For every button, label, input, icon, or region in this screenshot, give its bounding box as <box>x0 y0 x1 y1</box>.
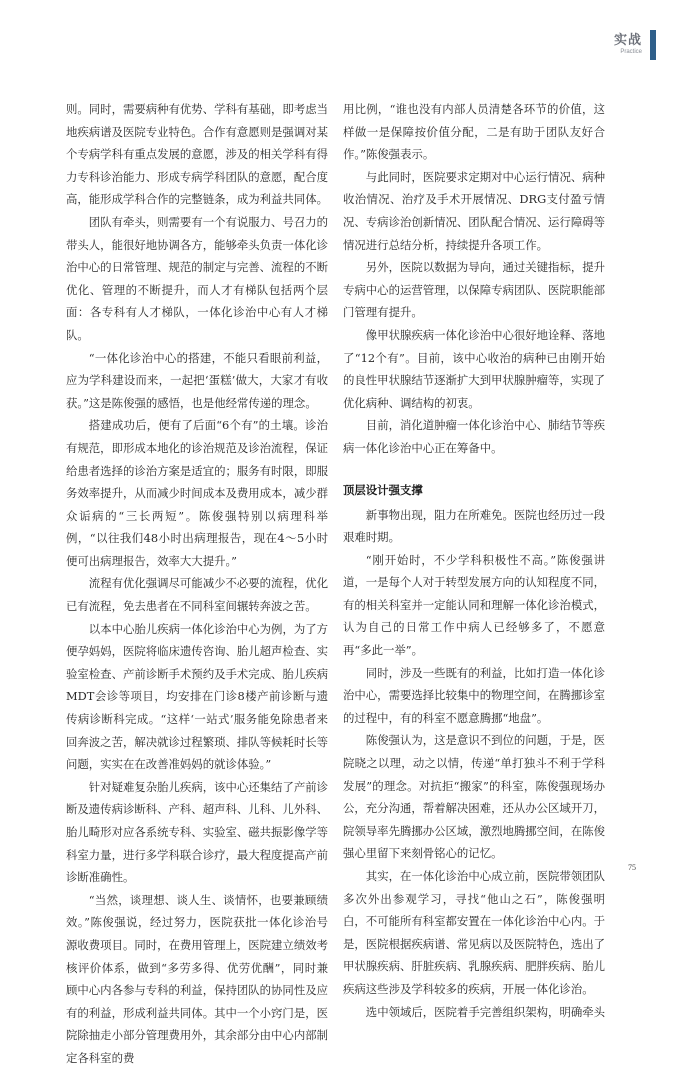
page-number: 75 <box>628 863 636 872</box>
left-column <box>66 98 328 1070</box>
paragraph: “一体化诊治中心的搭建，不能只看眼前利益，应为学科建设而来，一起把‘蛋糕’做大，大家才有收获。”这是陈俊强的感悟，也是他经常传递的理念。 <box>66 350 328 410</box>
logo-accent-bar <box>650 30 656 60</box>
paragraph: 针对疑难复杂胎儿疾病，该中心还集结了产前诊断及遗传病诊断科、产科、超声科、儿科、儿外科、胎儿畸形对应各系统专科、实验室、磁共振影像学等科室力量，进行多学科联合诊疗，最大程度提高产前诊断准确性。 <box>66 779 329 885</box>
paragraph: 陈俊强认为，这是意识不到位的问题，于是，医院晓之以理，动之以情，传递“单打独斗不利于学科发展”的理念。对抗拒“搬家”的科室，陈俊强现场办公，充分沟通，帮着解决困难，还从办公区域开刀，院领导率先腾挪办公区域，激烈地腾挪空间，在陈俊强心里留下来刻骨铭心的记忆。 <box>343 733 606 861</box>
paragraph: “刚开始时，不少学科积极性不高。”陈俊强讲道，一是每个人对于转型发展方向的认知程度不同，有的相关科室并一定能认同和理解一体化诊治模式，认为自己的日常工作中病人已经够多了，不愿意再“多此一举”。 <box>343 552 605 658</box>
paragraph: 选中领域后，医院着手完善组织架构，明确牵头 <box>365 1004 606 1019</box>
paragraph: 流程有优化强调尽可能减少不必要的流程，优化已有流程，免去患者在不同科室间辗转奔波之苦。 <box>66 576 329 614</box>
paragraph: 以本中心胎儿疾病一体化诊治中心为例，为了方便孕妈妈，医院将临床遗传咨询、胎儿超声检查、实验室检查、产前诊断手术预约及手术完成、胎儿疾病MDT会诊等项目，均安排在门诊8楼产前诊断与遗传病诊断科完成。“这样‘一站式’服务能免除患者来回奔波之苦，解决就诊过程繁琐、排队等候耗时长等问题，实实在在改善准妈妈的就诊体验。” <box>66 621 329 772</box>
section-heading: 顶层设计强支撑 <box>343 482 423 497</box>
paragraph: “当然，谈理想、谈人生、谈情怀，也要兼顾绩效。”陈俊强说，经过努力，医院获批一体化诊治号源收费项目。同时，在费用管理上，医院建立绩效考核评价体系，做到“多劳多得、优劳优酬”，同时兼顾中心内各参与专科的利益，保持团队的协同性及应有的利益，形成利益共同体。其中一个小窍门是，医院除抽走小部分管理费用外，其余部分由中心内部制定各科室的费 <box>66 892 328 1065</box>
section-logo <box>614 34 642 55</box>
paragraph: 同时，涉及一些既有的利益，比如打造一体化诊治中心，需要选择比较集中的物理空间，在腾挪诊室的过程中，有的科室不愿意腾挪“地盘”。 <box>343 665 606 725</box>
paragraph: 新事物出现，阻力在所难免。医院也经历过一段艰难时期。 <box>343 507 606 545</box>
right-column <box>343 98 605 1023</box>
paragraph: 另外，医院以数据为导向，通过关键指标，提升专病中心的运营管理，以保障专病团队、医院职能部门管理有提升。 <box>343 260 606 320</box>
paragraph: 与此同时，医院要求定期对中心运行情况、病种收治情况、治疗及手术开展情况、DRG支付盈亏情况、专病诊治创新情况、团队配合情况、运行障碍等情况进行总结分析，持续提升各项工作。 <box>343 169 606 252</box>
paragraph: 像甲状腺疾病一体化诊治中心很好地诠释、落地了“12个有”。目前，该中心收治的病种已由刚开始的良性甲状腺结节逐渐扩大到甲状腺肿瘤等，实现了优化病种、调结构的初衷。 <box>343 327 606 410</box>
paragraph: 则。同时，需要病种有优势、学科有基础，即考虑当地疾病谱及医院专业特色。合作有意愿则是强调对某个专病学科有重点发展的意愿，涉及的相关学科有得力专科诊治能力、形成专病学科团队的意愿，配合度高，能形成学科合作的完整链条，成为利益共同体。 <box>66 102 328 207</box>
paragraph: 搭建成功后，便有了后面“6个有”的土壤。诊治有规范，即形成本地化的诊治规范及诊治流程，保证给患者选择的诊治方案是适宜的；服务有时限，即服务效率提升，从而减少时间成本及费用成本，减少群众诟病的“三长两短”。陈俊强特别以病理科举例，“以往我们48小时出病理报告，现在4～5小时便可出病理报告，效率大大提升。” <box>66 418 328 568</box>
paragraph: 目前，消化道肿瘤一体化诊治中心、肺结节等疾病一体化诊治中心正在筹备中。 <box>343 418 606 455</box>
section-logo-cn: 实战 <box>613 33 642 48</box>
paragraph: 其实，在一体化诊治中心成立前，医院带领团队多次外出参观学习，寻找“他山之石”，陈俊强明白，不可能所有科室都安置在一体化诊治中心内。于是，医院根据疾病谱、常见病以及医院特色，选出了甲状腺疾病、肝脏疾病、乳腺疾病、肥胖疾病、胎儿疾病这些涉及学科较多的疾病，开展一体化诊治。 <box>343 869 606 996</box>
paragraph: 用比例，“谁也没有内部人员清楚各环节的价值，这样做一是保障按价值分配，二是有助于团队友好合作。”陈俊强表示。 <box>343 102 605 162</box>
section-logo-en: Practice <box>620 49 642 55</box>
paragraph: 团队有牵头，则需要有一个有说服力、号召力的带头人，能很好地协调各方，能够牵头负责一体化诊治中心的日常管理、规范的制定与完善、流程的不断优化、管理的不断提升，而人才有梯队包括两个层面：各专科有人才梯队，一体化诊治中心有人才梯队。 <box>66 214 329 342</box>
